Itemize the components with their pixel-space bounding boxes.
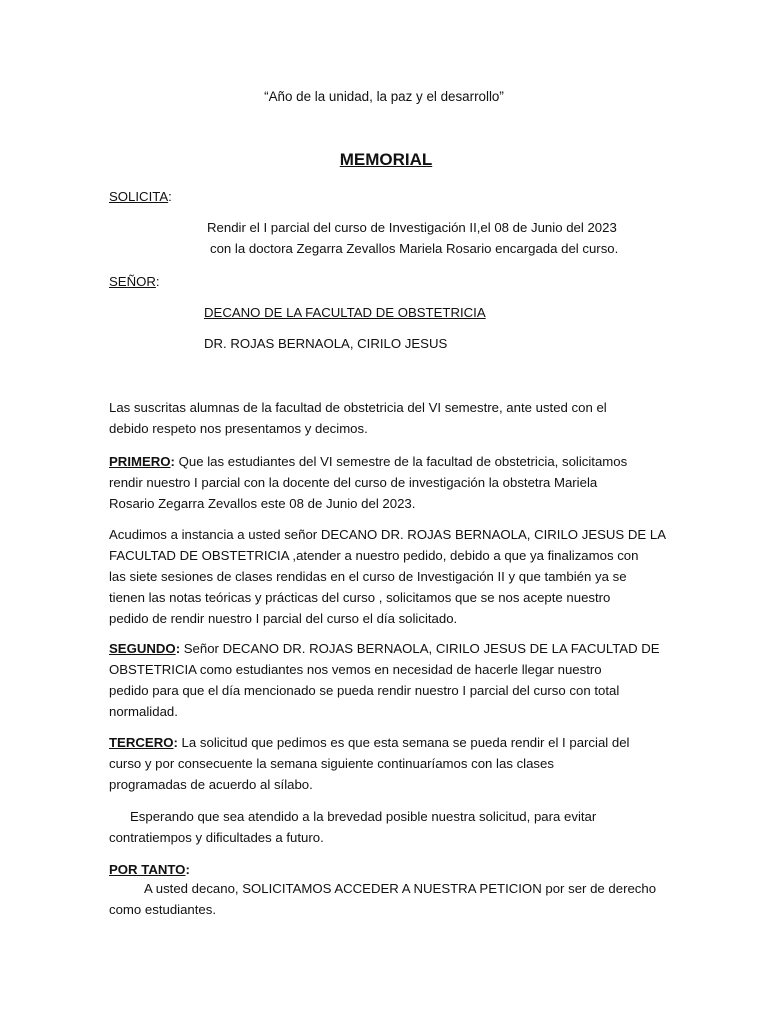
por-tanto-colon: : (185, 862, 190, 877)
primero-line-3: Rosario Zegarra Zevallos este 08 de Junio del 2023. (109, 496, 416, 511)
tercero-paragraph (109, 732, 669, 795)
segundo-line-2: OBSTETRICIA como estudiantes nos vemos en necesidad de hacerle llegar nuestro (109, 662, 602, 677)
esperando-line-1: Esperando que sea atendido a la brevedad posible nuestra solicitud, para evitar (130, 809, 597, 824)
por-tanto-heading (109, 859, 669, 880)
senor-label-text: SEÑOR (109, 274, 156, 289)
primero-paragraph (109, 451, 669, 514)
senor-name: DR. ROJAS BERNAOLA, CIRILO JESUS (204, 336, 448, 351)
primero-text: Que las estudiantes del VI semestre de la facultad de obstetricia, solicitamos (174, 454, 628, 469)
acudimos-line-2: FACULTAD DE OBSTETRICIA ,atender a nuestro pedido, debido a que ya finalizamos con (109, 548, 639, 563)
tercero-line-3: programadas de acuerdo al sílabo. (109, 777, 313, 792)
senor-label (109, 271, 160, 292)
tercero-line-1 (109, 732, 669, 753)
solicita-label-text: SOLICITA (109, 189, 169, 204)
solicita-label (109, 186, 172, 207)
esperando-paragraph (109, 806, 669, 848)
segundo-colon: : (175, 641, 181, 656)
primero-colon: : (170, 454, 175, 469)
por-tanto-label: POR TANTO (109, 862, 186, 877)
acudimos-line-1: Acudimos a instancia a usted señor DECANO DR. ROJAS BERNAOLA, CIRILO JESUS DE LA (109, 527, 667, 542)
por-tanto-line-2: como estudiantes. (109, 902, 217, 917)
solicita-line-2: con la doctora Zegarra Zevallos Mariela Rosario encargada del curso. (210, 241, 619, 256)
segundo-text: Señor DECANO DR. ROJAS BERNAOLA, CIRILO JESUS DE LA FACULTAD DE (180, 641, 660, 656)
primero-line-1 (109, 451, 669, 472)
acudimos-line-4: tienen las notas teóricas y prácticas del curso , solicitamos que se nos acepte nuestro (109, 590, 611, 605)
por-tanto-paragraph (109, 859, 669, 920)
senor-colon: : (155, 274, 160, 289)
acudimos-paragraph (109, 524, 669, 629)
primero-line-2: rendir nuestro I parcial con la docente del curso de investigación la obstetra Mariela (109, 475, 598, 490)
intro-line-1: Las suscritas alumnas de la facultad de obstetricia del VI semestre, ante usted con el (109, 400, 607, 415)
document-title: MEMORIAL (339, 150, 433, 169)
acudimos-line-5: pedido de rendir nuestro I parcial del curso el día solicitado. (109, 611, 458, 626)
tercero-text: La solicitud que pedimos es que esta semana se pueda rendir el I parcial del (177, 735, 630, 750)
motto-heading: “Año de la unidad, la paz y el desarrollo” (264, 89, 504, 104)
tercero-colon: : (173, 735, 178, 750)
segundo-line-4: normalidad. (109, 704, 178, 719)
tercero-label: TERCERO (109, 735, 174, 750)
segundo-line-1 (109, 638, 669, 659)
por-tanto-line-1: A usted decano, SOLICITAMOS ACCEDER A NUESTRA PETICION por ser de derecho (144, 881, 657, 896)
esperando-line-2: contratiempos y dificultades a futuro. (109, 830, 324, 845)
solicita-colon: : (168, 189, 172, 204)
senor-office: DECANO DE LA FACULTAD DE OBSTETRICIA (204, 305, 486, 320)
intro-paragraph (109, 397, 669, 439)
primero-label: PRIMERO (109, 454, 171, 469)
solicita-line-1: Rendir el I parcial del curso de Investigación II,el 08 de Junio del 2023 (207, 220, 617, 235)
segundo-paragraph (109, 638, 669, 722)
segundo-label: SEGUNDO (109, 641, 176, 656)
intro-line-2: debido respeto nos presentamos y decimos. (109, 421, 368, 436)
acudimos-line-3: las siete sesiones de clases rendidas en el curso de Investigación II y que también ya se (109, 569, 627, 584)
segundo-line-3: pedido para que el día mencionado se pueda rendir nuestro I parcial del curso con total (109, 683, 620, 698)
tercero-line-2: curso y por consecuente la semana siguiente continuaríamos con las clases (109, 756, 554, 771)
